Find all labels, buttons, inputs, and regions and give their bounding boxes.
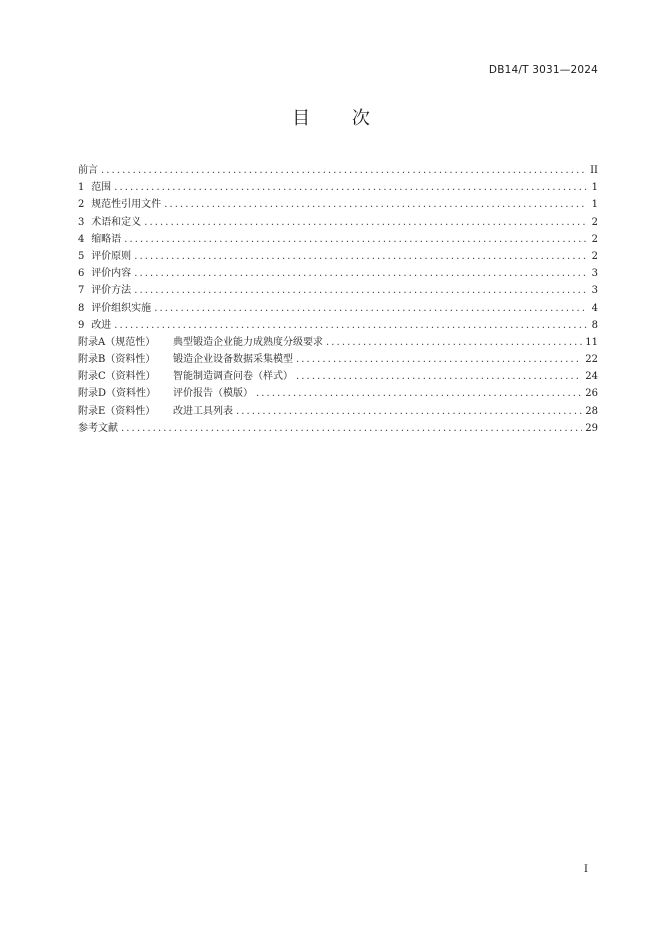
toc-entry[interactable] <box>78 162 598 179</box>
toc-entry-text: 锻造企业设备数据采集模型 <box>173 354 293 366</box>
toc-title: 目 次 <box>292 108 388 129</box>
toc-entry[interactable] <box>78 282 598 299</box>
toc-entry-text: 评价原则 <box>91 250 132 262</box>
toc-entry-label <box>78 265 131 282</box>
toc-entry-label <box>78 317 111 334</box>
toc-entry-label <box>78 334 323 351</box>
toc-entry-annex: 附录B（资料性） <box>78 354 156 366</box>
toc-entry-label <box>78 300 151 317</box>
toc-dot-leader <box>154 300 587 317</box>
toc-entry[interactable] <box>78 317 598 334</box>
toc-entry-page: 8 <box>591 319 598 331</box>
toc-entry[interactable] <box>78 179 598 196</box>
toc-entry-label <box>78 368 293 385</box>
toc-entry-annex: 附录A（规范性） <box>78 336 156 348</box>
toc-entry-annex: 附录C（资料性） <box>78 371 156 383</box>
toc-dot-leader <box>121 420 582 437</box>
toc-dot-leader <box>236 403 582 420</box>
toc-entry-number: 4 <box>78 233 85 245</box>
toc-dot-leader <box>134 265 587 282</box>
toc-entry-page: 4 <box>591 302 598 314</box>
toc-dot-leader <box>134 248 587 265</box>
toc-entry-label <box>78 403 233 420</box>
toc-entry[interactable] <box>78 248 598 265</box>
toc-entry-text: 规范性引用文件 <box>91 199 162 211</box>
toc-entry-text: 典型锻造企业能力成熟度分级要求 <box>173 336 323 348</box>
toc-entry-annex: 附录E（资料性） <box>78 405 156 417</box>
toc-entry-label <box>78 282 131 299</box>
toc-dot-leader <box>326 334 582 351</box>
toc-entry-number: 1 <box>78 182 85 194</box>
toc-entry-text: 智能制造调查问卷（样式） <box>173 371 293 383</box>
toc-entry[interactable] <box>78 351 598 368</box>
toc-entry-page: 3 <box>591 285 598 297</box>
toc-entry-page: 24 <box>585 371 598 383</box>
toc-entry[interactable] <box>78 300 598 317</box>
toc-entry-number: 3 <box>78 216 85 228</box>
toc-entry-number: 6 <box>78 268 85 280</box>
toc-entry-page: 26 <box>585 388 598 400</box>
toc-entry-text: 改进工具列表 <box>173 405 233 417</box>
toc-entry-text: 参考文献 <box>78 422 118 434</box>
toc-dot-leader <box>124 231 587 248</box>
toc-dot-leader <box>256 385 582 402</box>
toc-entry-page: II <box>590 165 598 176</box>
toc-entry[interactable] <box>78 403 598 420</box>
toc-entry-label <box>78 385 253 402</box>
toc-entry-label <box>78 351 293 368</box>
toc-entry-label <box>78 420 118 437</box>
toc-entry-number: 7 <box>78 285 85 297</box>
toc-dot-leader <box>114 179 587 196</box>
toc-entry-text: 评价组织实施 <box>91 302 152 314</box>
toc-entry-annex: 附录D（资料性） <box>78 388 157 400</box>
toc-entry-text: 术语和定义 <box>91 216 142 228</box>
toc-entry-label <box>78 179 111 196</box>
toc-entry-page: 2 <box>591 233 598 245</box>
toc-entry[interactable] <box>78 334 598 351</box>
toc-entry-label <box>78 162 98 179</box>
toc-entry-page: 3 <box>591 268 598 280</box>
toc-entry[interactable] <box>78 231 598 248</box>
toc-entry[interactable] <box>78 214 598 231</box>
toc-entry-label <box>78 214 141 231</box>
toc-entry-text: 改进 <box>91 319 112 331</box>
toc-entry-number: 2 <box>78 199 85 211</box>
toc-dot-leader <box>144 214 587 231</box>
toc-dot-leader <box>114 317 587 334</box>
toc-dot-leader <box>164 196 587 213</box>
toc-entry-text: 前言 <box>78 165 98 176</box>
toc-entry-number: 9 <box>78 319 85 331</box>
toc-entry-page: 1 <box>591 199 598 211</box>
toc-entry-text: 评价方法 <box>91 285 132 297</box>
toc-entry-page: 2 <box>591 216 598 228</box>
toc-entry-text: 评价报告（模版） <box>173 388 253 400</box>
toc-entry-text: 范围 <box>91 182 112 194</box>
toc-dot-leader <box>296 351 582 368</box>
toc-entry-page: 2 <box>591 250 598 262</box>
toc-entry-text: 评价内容 <box>91 268 132 280</box>
toc-entry-label <box>78 231 121 248</box>
toc-entry[interactable] <box>78 420 598 437</box>
document-code: DB14/T 3031—2024 <box>488 64 598 76</box>
toc-entry[interactable] <box>78 196 598 213</box>
toc-entry-number: 5 <box>78 250 85 262</box>
toc-entry[interactable] <box>78 368 598 385</box>
toc-dot-leader <box>134 282 587 299</box>
toc-entry-page: 1 <box>591 182 598 194</box>
toc-entry-text: 缩略语 <box>91 233 122 245</box>
page-number: I <box>584 864 588 875</box>
toc-entry-page: 11 <box>585 336 598 348</box>
toc-entry[interactable] <box>78 385 598 402</box>
toc-entry-label <box>78 248 131 265</box>
toc-entry-label <box>78 196 161 213</box>
toc-entry[interactable] <box>78 265 598 282</box>
toc-entry-number: 8 <box>78 302 85 314</box>
toc-dot-leader <box>296 368 582 385</box>
toc-entry-page: 29 <box>585 422 598 434</box>
toc-dot-leader <box>101 162 587 179</box>
table-of-contents <box>78 162 598 437</box>
toc-entry-page: 22 <box>585 354 598 366</box>
toc-entry-page: 28 <box>585 405 598 417</box>
